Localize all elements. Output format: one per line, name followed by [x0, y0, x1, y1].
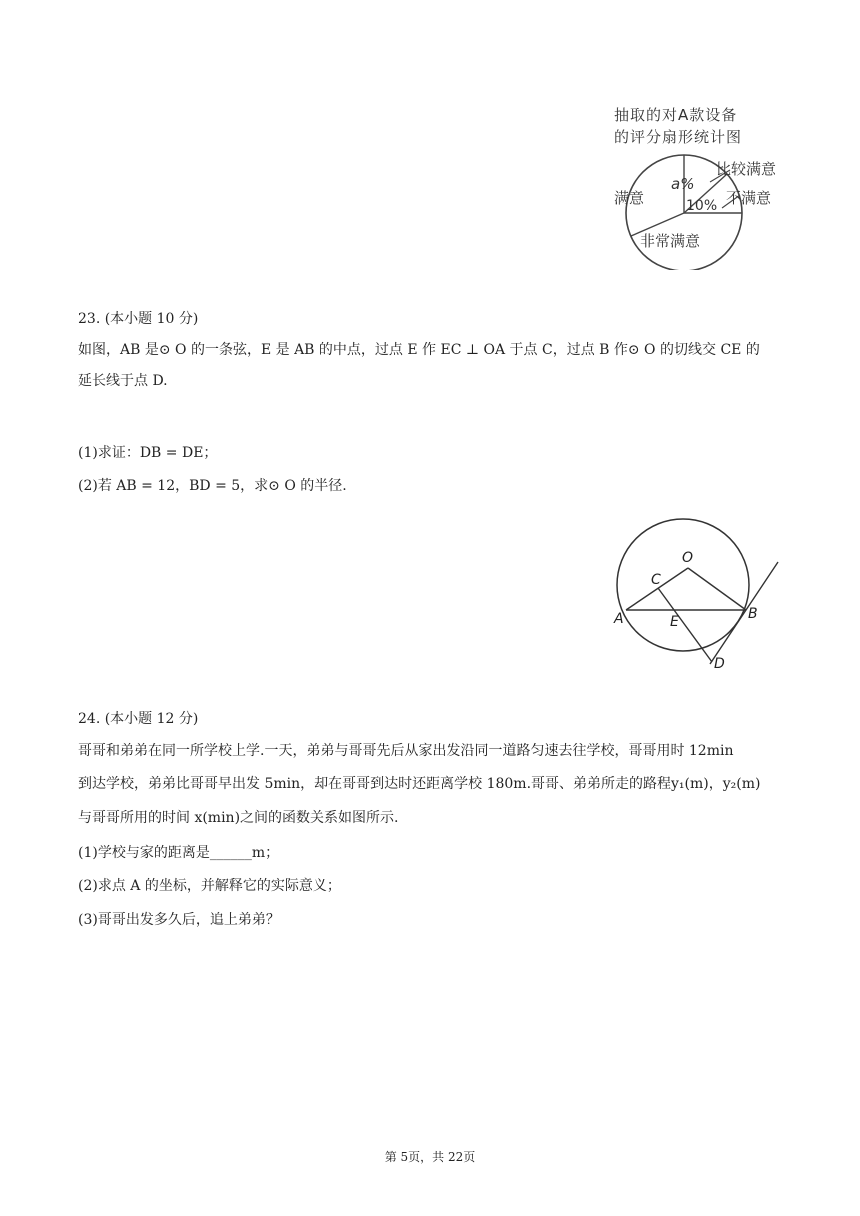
q24-sub1: (1)学校与家的距离是______m；	[78, 845, 280, 861]
q24-line2: 到达学校，弟弟比哥哥早出发 5min，却在哥哥到达时还距离学校 180m.哥哥、弟弟所走的路程y₁(m)，y₂(m)	[78, 776, 761, 792]
q23-line2: 延长线于点 D.	[78, 373, 168, 389]
q24-sub3: (3)哥哥出发多久后，追上弟弟？	[78, 912, 280, 928]
q23-heading: 23. (本小题 10 分)	[78, 311, 199, 327]
q23-sub2: (2)若 AB = 12，BD = 5，求⊙ O 的半径.	[78, 478, 347, 494]
q24-heading: 24. (本小题 12 分)	[78, 711, 199, 727]
q23-line1: 如图，AB 是⊙ O 的一条弦，E 是 AB 的中点，过点 E 作 EC ⊥ OA 于点 C，过点 B 作⊙ O 的切线交 CE 的	[78, 342, 760, 358]
pie-figure-title-line2: 的评分扇形统计图	[614, 128, 743, 146]
label-o: O	[682, 550, 694, 566]
pie-label-a-percent: a%	[671, 175, 695, 193]
pie-label-bijiao: 比较满意	[716, 160, 777, 178]
q23-sub1: (1)求证：DB = DE；	[78, 445, 218, 461]
pie-label-bu: 不满意	[726, 189, 772, 207]
circle-o	[617, 519, 749, 651]
page-footer: 第 5页，共 22页	[384, 1150, 476, 1164]
tangent-bd	[710, 562, 778, 664]
segment-ob	[688, 568, 746, 610]
label-a: A	[614, 611, 624, 627]
q24-sub2: (2)求点 A 的坐标，并解释它的实际意义；	[78, 878, 341, 894]
pie-label-feichang: 非常满意	[640, 232, 701, 250]
pie-figure	[600, 150, 800, 270]
label-e: E	[670, 614, 679, 630]
pie-figure-title-line1: 抽取的对A款设备	[614, 106, 738, 124]
label-b: B	[748, 606, 758, 622]
label-c: C	[651, 572, 661, 588]
label-d: D	[714, 656, 725, 672]
q24-line1: 哥哥和弟弟在同一所学校上学.一天，弟弟与哥哥先后从家出发沿同一道路匀速去往学校，哥哥用时 12min	[78, 743, 734, 759]
pie-label-manyi: 满意	[614, 189, 645, 207]
circle-figure	[606, 500, 786, 680]
q24-line3: 与哥哥所用的时间 x(min)之间的函数关系如图所示.	[78, 810, 399, 826]
pie-label-ten-percent: 10%	[686, 198, 718, 214]
